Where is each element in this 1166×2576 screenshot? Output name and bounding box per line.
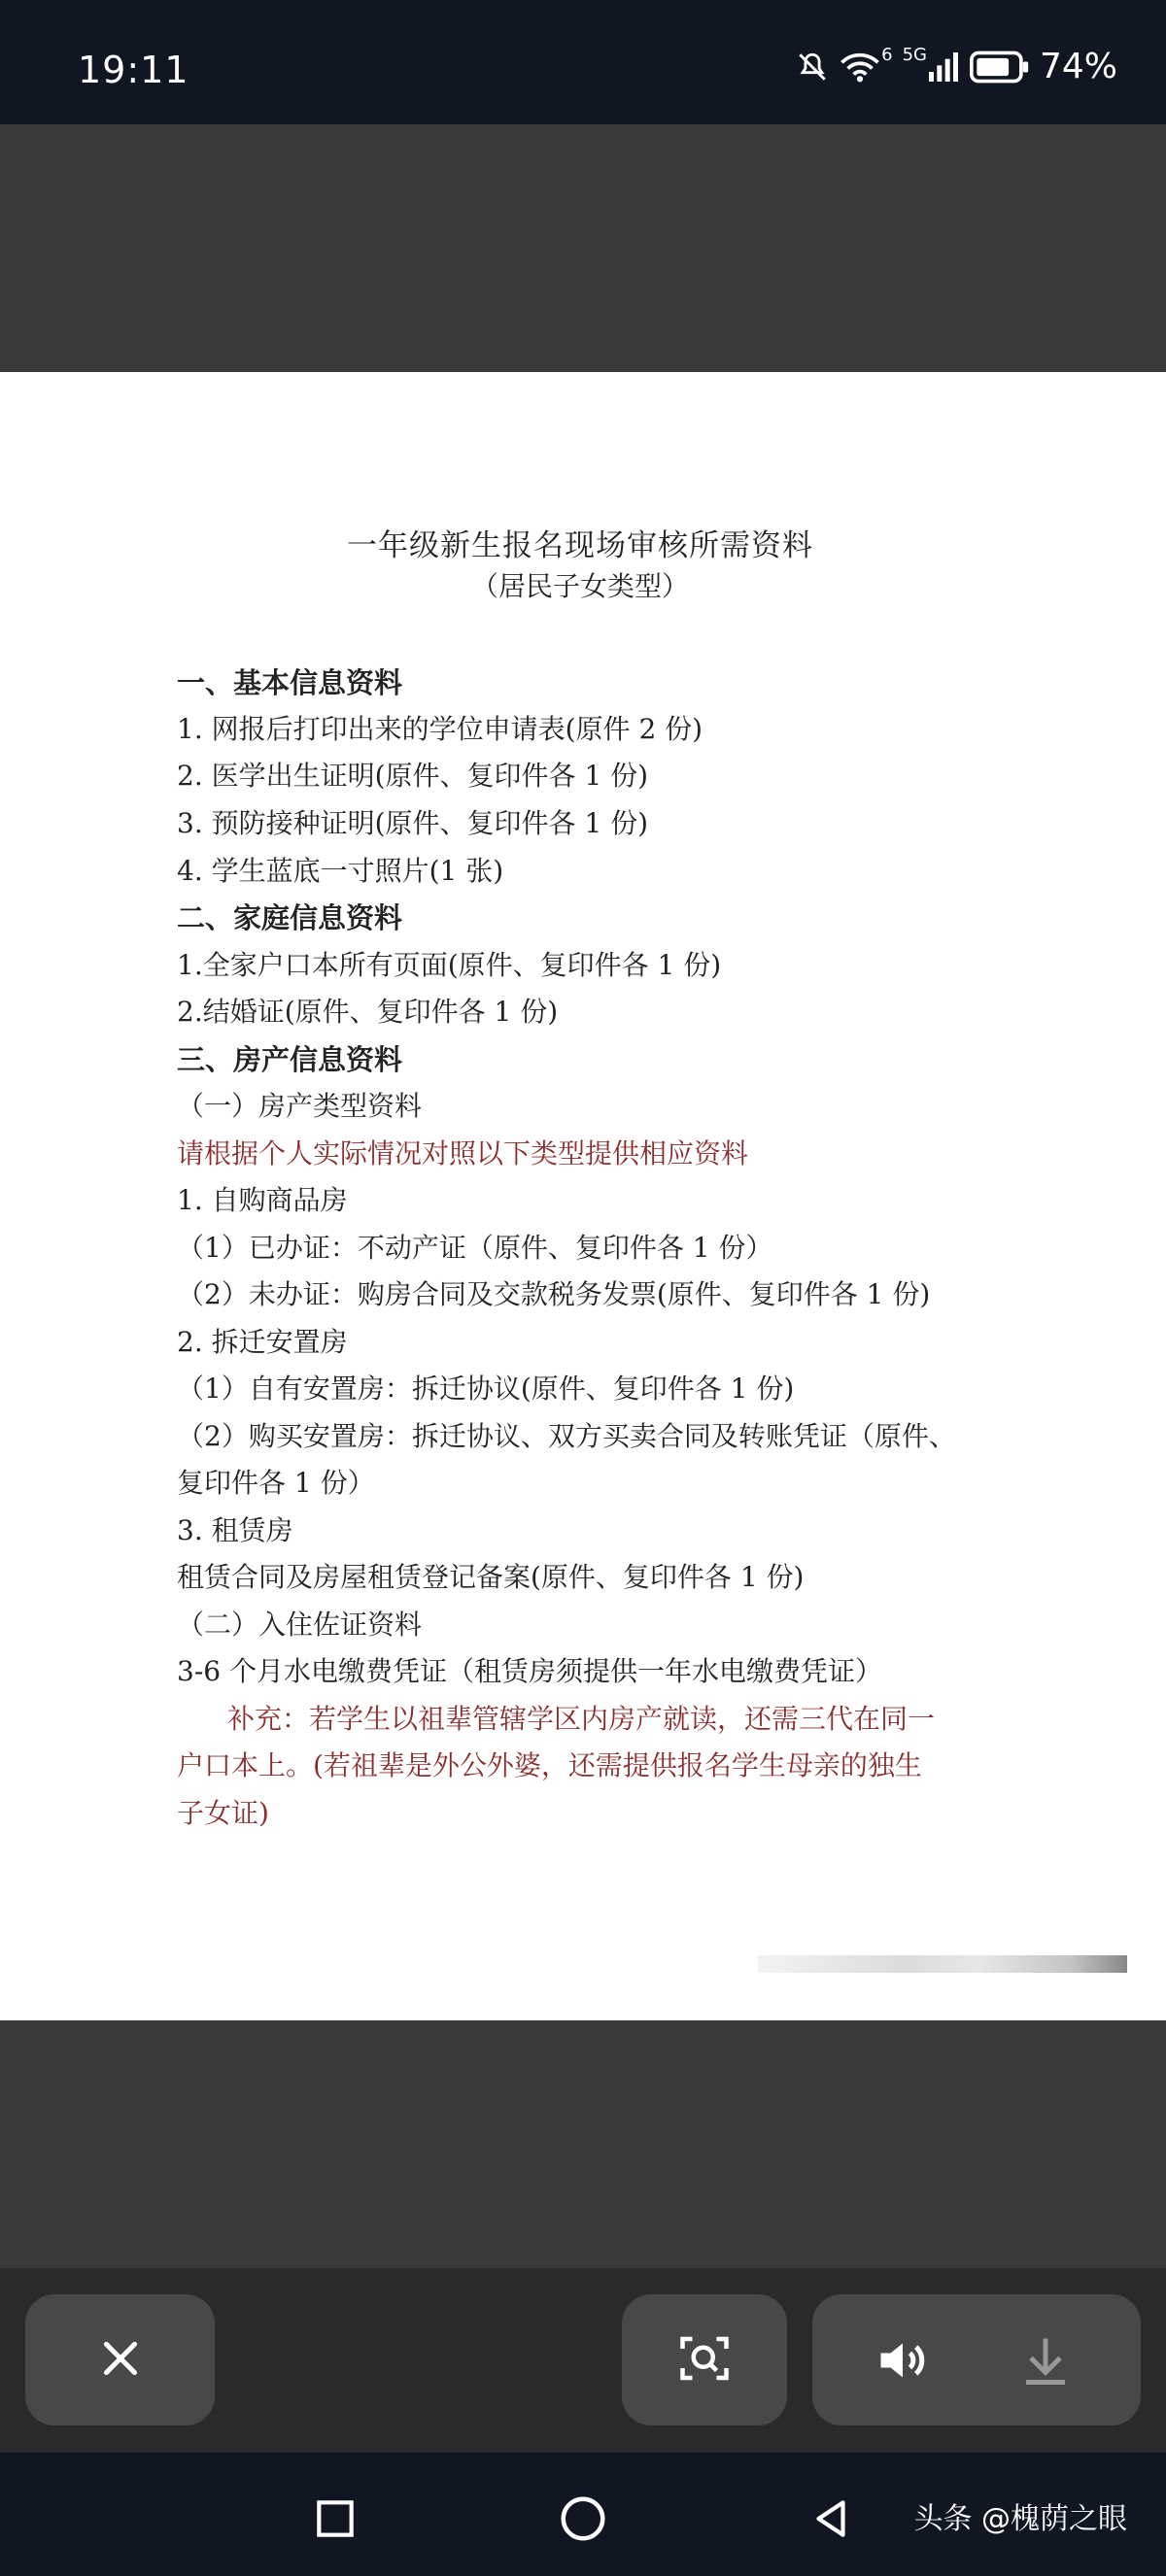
document-title: 一年级新生报名现场审核所需资料 — [347, 528, 813, 563]
viewer-backdrop-top — [0, 124, 1166, 372]
document-line: 1. 网报后打印出来的学位申请表(原件 2 份) — [177, 713, 703, 745]
recents-button[interactable] — [306, 2491, 364, 2550]
speaker-icon[interactable] — [873, 2331, 933, 2393]
document-image[interactable] — [0, 372, 1166, 2020]
cellular-icon — [902, 45, 960, 82]
watermark: 头条 @槐荫之眼 — [913, 2502, 1127, 2536]
document-line: 2.结婚证(原件、复印件各 1 份) — [177, 996, 559, 1028]
download-icon[interactable] — [1016, 2331, 1075, 2393]
battery-percent: 74% — [1039, 47, 1117, 86]
document-line: 复印件各 1 份） — [177, 1467, 375, 1499]
mute-icon — [796, 51, 829, 84]
red-instruction: 请根据个人实际情况对照以下类型提供相应资料 — [177, 1137, 749, 1169]
document-content — [0, 372, 1166, 2020]
network-type: 5G — [902, 45, 927, 65]
wifi-badge: 6 — [881, 45, 893, 65]
document-line: 3. 租赁房 — [177, 1514, 293, 1546]
back-button[interactable] — [802, 2491, 860, 2550]
red-supplement: 子女证) — [177, 1797, 269, 1829]
document-line: 3. 预防接种证明(原件、复印件各 1 份) — [177, 807, 649, 839]
document-line: 租赁合同及房屋租赁登记备案(原件、复印件各 1 份) — [177, 1561, 805, 1593]
scan-artifact — [758, 1955, 1127, 1973]
document-line: 2. 拆迁安置房 — [177, 1326, 348, 1358]
status-bar — [0, 0, 1166, 124]
viewer-backdrop-bottom — [0, 2020, 1166, 2268]
home-button[interactable] — [554, 2491, 612, 2550]
document-line: 2. 医学出生证明(原件、复印件各 1 份) — [177, 760, 649, 792]
circle-icon — [557, 2492, 609, 2549]
battery-icon — [970, 51, 1030, 84]
document-line: 1.全家户口本所有页面(原件、复印件各 1 份) — [177, 949, 722, 981]
square-icon — [311, 2494, 360, 2547]
document-line: （1）自有安置房：拆迁协议(原件、复印件各 1 份) — [177, 1373, 795, 1405]
red-supplement: 户口本上。(若祖辈是外公外婆，还需提供报名学生母亲的独生 — [177, 1749, 922, 1781]
status-icons — [796, 47, 1117, 86]
scan-icon — [675, 2329, 734, 2391]
close-icon — [96, 2334, 145, 2387]
document-subtitle: （居民子女类型） — [471, 570, 690, 602]
document-line: （2）未办证：购房合同及交款税务发票(原件、复印件各 1 份) — [177, 1278, 931, 1310]
document-line: （1）已办证：不动产证（原件、复印件各 1 份） — [177, 1232, 773, 1264]
subsection-heading: （二）入住佐证资料 — [177, 1609, 423, 1641]
document-line: 1. 自购商品房 — [177, 1184, 348, 1216]
section-heading: 三、房产信息资料 — [177, 1043, 403, 1076]
triangle-back-icon — [806, 2494, 855, 2547]
viewer-toolbar — [0, 2268, 1166, 2453]
red-supplement: 补充：若学生以祖辈管辖学区内房产就读，还需三代在同一 — [227, 1703, 936, 1735]
close-button[interactable] — [25, 2294, 215, 2425]
media-controls — [812, 2294, 1141, 2425]
section-heading: 一、基本信息资料 — [177, 666, 403, 699]
status-time: 19:11 — [78, 49, 189, 91]
subsection-heading: （一）房产类型资料 — [177, 1090, 423, 1122]
wifi-icon — [839, 45, 893, 84]
image-search-button[interactable] — [622, 2294, 787, 2425]
document-line: 4. 学生蓝底一寸照片(1 张) — [177, 855, 504, 887]
document-line: （2）购买安置房：拆迁协议、双方买卖合同及转账凭证（原件、 — [177, 1420, 956, 1452]
section-heading: 二、家庭信息资料 — [177, 901, 403, 934]
document-line: 3-6 个月水电缴费凭证（租赁房须提供一年水电缴费凭证） — [177, 1655, 882, 1687]
